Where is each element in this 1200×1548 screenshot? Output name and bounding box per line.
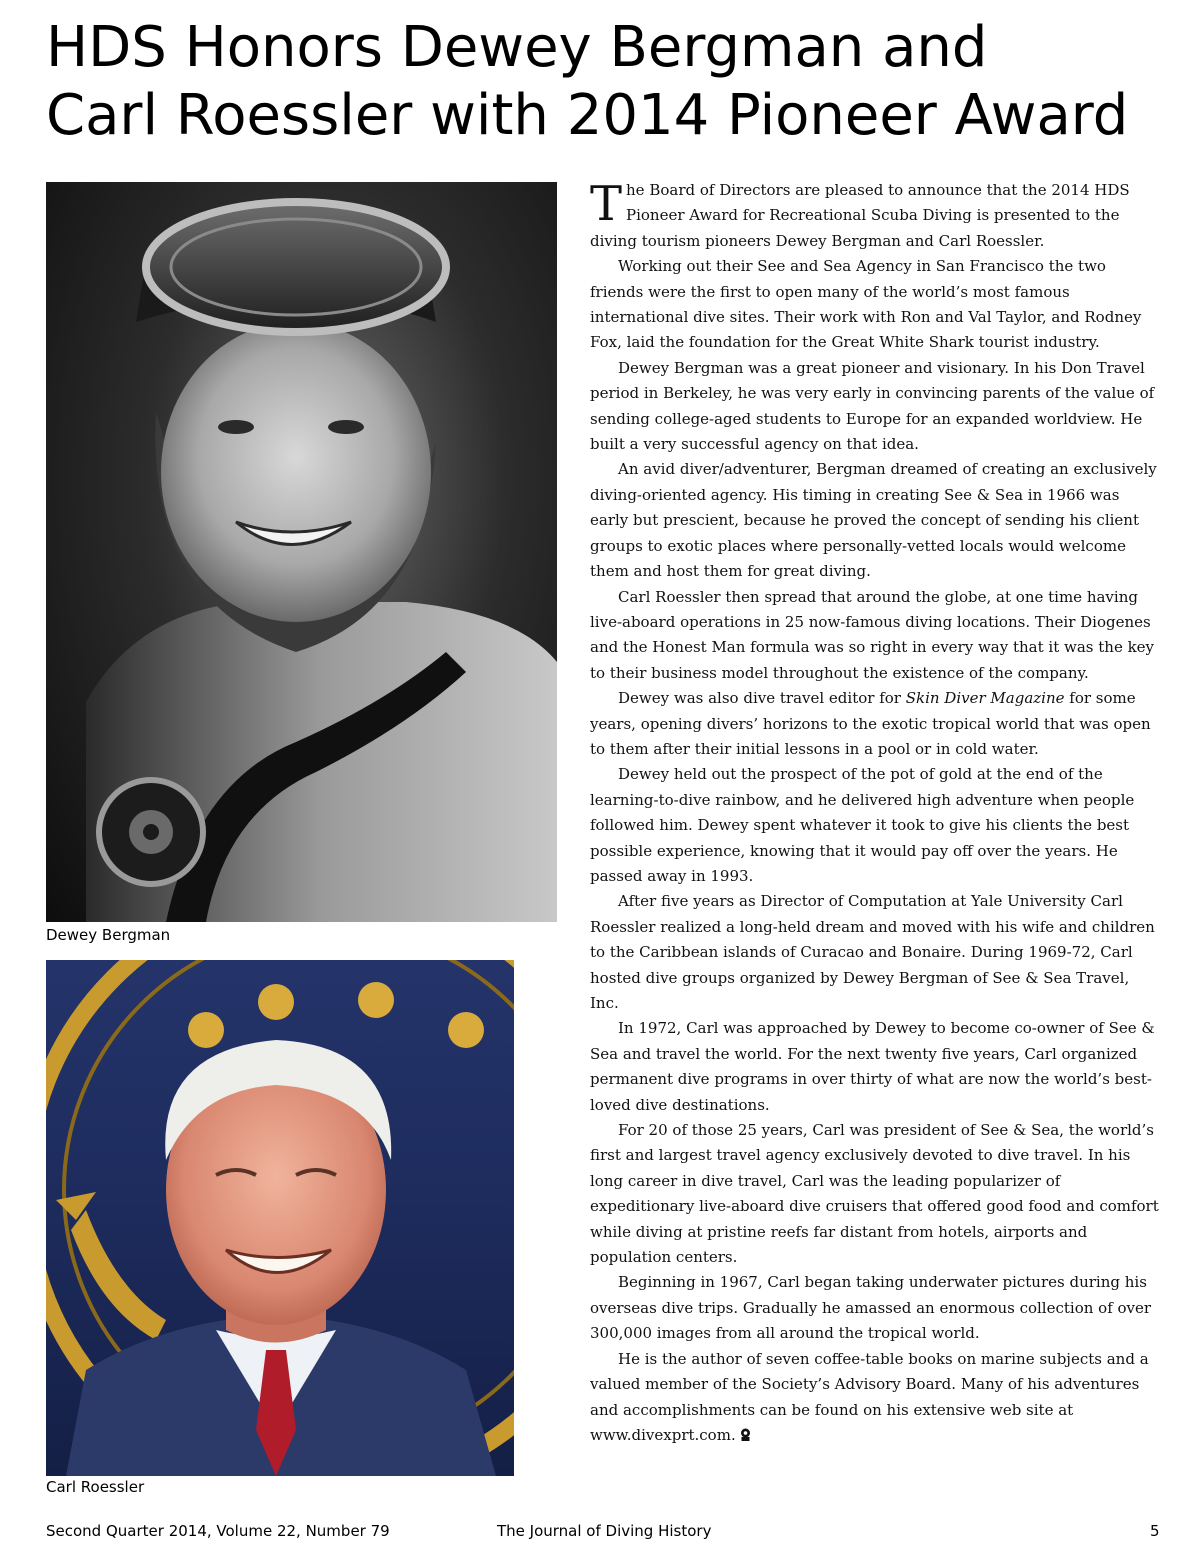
article-paragraph: Dewey held out the prospect of the pot of gold at the end of the learning-to-dive rainbow, and he delivered high adventure when people followed him. Dewey spent whatever it took to give his clients the best possible experience, knowing that it would pay off over the years. He passed away in 1993. — [590, 765, 1135, 885]
article-paragraph — [590, 178, 1160, 254]
article-paragraph: For 20 of those 25 years, Carl was president of See & Sea, the world’s first and largest travel agency exclusively devoted to dive travel. In his long career in dive travel, Carl was the leading popularizer of expeditionary live-aboard dive cruisers that offered good food and comfort while diving at pristine reefs far distant from hotels, airports and population centers. — [590, 1121, 1159, 1267]
footer-issue: Second Quarter 2014, Volume 22, Number 79 — [46, 1522, 390, 1540]
page-number: 5 — [1150, 1522, 1160, 1540]
article-paragraph: Working out their See and Sea Agency in San Francisco the two friends were the first to open many of the world’s most famous international dive sites. Their work with Ron and Val Taylor, and Rodney Fox, laid the foundation for the Great White Shark tourist industry. — [590, 257, 1142, 352]
article-text: Dewey was also dive travel editor for — [618, 689, 906, 708]
article-paragraph: An avid diver/adventurer, Bergman dreamed of creating an exclusively diving-oriented agency. His timing in creating See & Sea in 1966 was early but prescient, because he proved the concept of sending his client groups to exotic places where personally-vetted locals would welcome them and host them for great diving. — [590, 460, 1157, 581]
page-title-line-2: Carl Roessler with 2014 Pioneer Award — [46, 83, 1129, 148]
footer-journal-name: The Journal of Diving History — [497, 1522, 712, 1540]
dewey-bergman-photo — [46, 182, 557, 922]
carl-roessler-portrait — [46, 960, 514, 1476]
article-body — [590, 178, 1160, 1448]
article-paragraph: In 1972, Carl was approached by Dewey to become co-owner of See & Sea and travel the world. For the next twenty five years, Carl organized permanent dive programs in over thirty of what are now the world’s best-loved dive destinations. — [590, 1019, 1155, 1114]
dewey-bergman-portrait — [46, 182, 557, 922]
page-title — [46, 14, 1166, 150]
page-title-line-1: HDS Honors Dewey Bergman and — [46, 15, 988, 80]
article-paragraph — [590, 686, 1160, 762]
carl-roessler-caption: Carl Roessler — [46, 1478, 145, 1496]
article-text: He is the author of seven coffee-table books on marine subjects and a valued member of the Society’s Advisory Board. Many of his adventures and accomplishments can be found on his extensive web site at www.divexprt.com. — [590, 1349, 1149, 1444]
article-paragraph: Dewey Bergman was a great pioneer and visionary. In his Don Travel period in Berkeley, he was very early in convincing parents of the value of sending college-aged students to Europe for an expanded worldview. He built a very successful agency on that idea. — [590, 358, 1155, 454]
magazine-title: Skin Diver Magazine — [905, 689, 1065, 708]
drop-cap: T — [590, 176, 623, 232]
article-paragraph: Carl Roessler then spread that around the globe, at one time having live-aboard operations in 25 now-famous diving locations. Their Diogenes and the Honest Man formula was so right in every way that it was the key to their business model throughout the existence of the company. — [590, 587, 1155, 682]
article-paragraph-text: he Board of Directors are pleased to announce that the 2014 HDS Pioneer Award for Recreational Scuba Diving is presented to the diving tourism pioneers Dewey Bergman and Carl Roessler. — [590, 181, 1130, 250]
carl-roessler-photo — [46, 960, 514, 1476]
dewey-bergman-caption: Dewey Bergman — [46, 926, 171, 944]
article-paragraph: Beginning in 1967, Carl began taking underwater pictures during his overseas dive trips. Gradually he amassed an enormous collection of over 300,000 images from all around the tropical world. — [590, 1273, 1152, 1343]
article-paragraph — [590, 1347, 1160, 1449]
article-paragraph: After five years as Director of Computation at Yale University Carl Roessler realized a long-held dream and moved with his wife and children to the Caribbean islands of Curacao and Bonaire. During 1969-72, Carl hosted dive groups organized by Dewey Bergman of See & Sea Travel, Inc. — [590, 892, 1155, 1012]
diver-helmet-icon — [740, 1428, 751, 1441]
article-text: for some years, opening divers’ horizons to the exotic tropical world that was open to them after their initial lessons in a pool or in cold water. — [590, 689, 1151, 758]
